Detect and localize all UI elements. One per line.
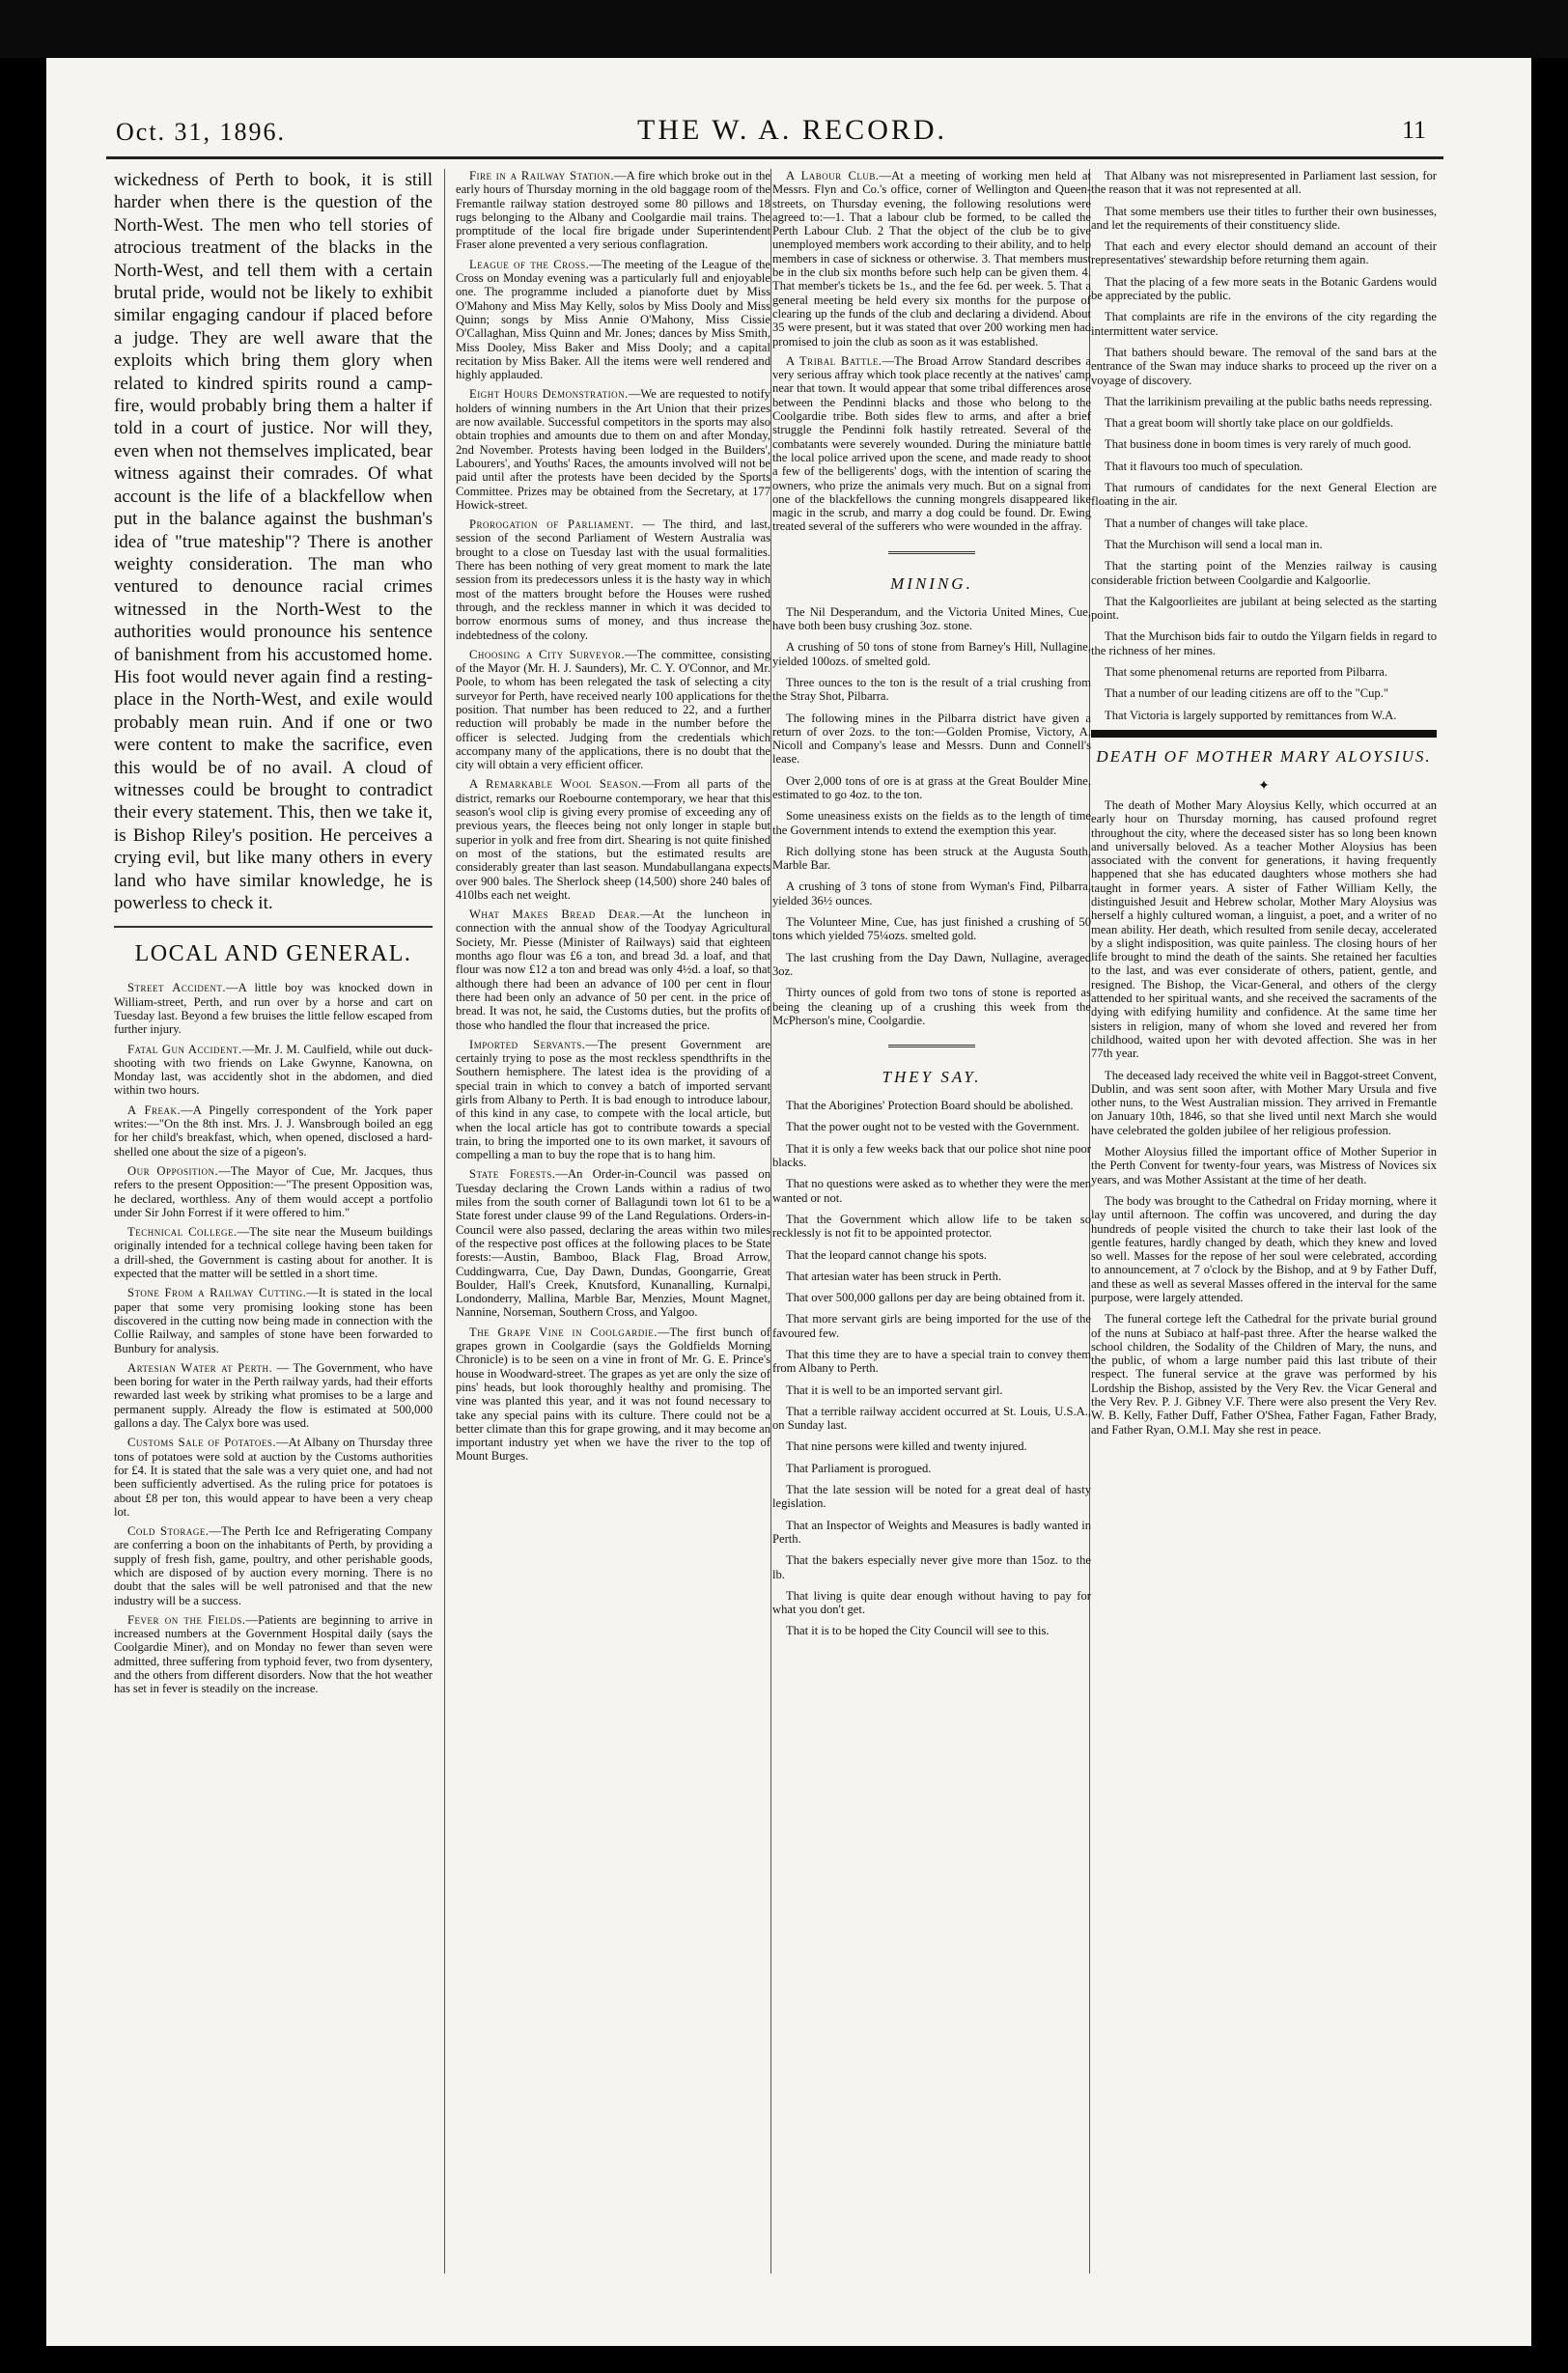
they-say-item: That the Government which allow life to be taken so recklessly is not fit to be appointed protector. xyxy=(772,1212,1091,1241)
they-say-item: That a great boom will shortly take place on our goldfields. xyxy=(1105,416,1394,431)
news-item-body: —An Order-in-Council was passed on Tuesday declaring the Crown Lands within a radius of two miles from the south corner of Ballagundi town lot 61 to be a State forest under clause 99 of the Land Regulations. Orders-in-Council were also passed, declaring the areas within two miles of the respective post offices at the following places to be State forests:—Austin, Bamboo, Black Flag, Broad Arrow, Cuddingwarra, Cue, Day Dawn, Dundas, Goongarrie, Great Boulder, Hall's Creek, Knutsford, Kunanalling, Kurnalpi, Londonderry, Mallina, Marble Bar, Menzies, Mount Magnet, Nannine, Norseman, Southern Cross, and Yalgoo. xyxy=(456,1167,770,1320)
news-item xyxy=(114,1043,433,1098)
they-say-item: That the placing of a few more seats in the Botanic Gardens would be appreciated by the public. xyxy=(1091,274,1437,303)
header-rule xyxy=(106,156,1443,159)
news-item-body: —Mr. J. M. Caulfield, while out duck-shooting with two friends on Lake Gwynne, Kanowna, on Monday last, was accidently shot in the abdomen, and died within two hours. xyxy=(114,1042,433,1098)
obituary-paragraph: The body was brought to the Cathedral on Friday morning, where it lay until afternoon. The coffin was uncovered, and during the day hundreds of people visited the church to take their last look of the gentle features, hardly changed by death, which they knew and loved so well. Masses for the repose of her soul were celebrated, according to announcement, at 7 o'clock by the Bishop, and at 9 by Father Duff, and these as well as several Masses offered in the interval for the same purpose, were largely attended. xyxy=(1091,1193,1437,1304)
they-say-item: That the Murchison bids fair to outdo the Yilgarn fields in regard to the richness of her mines. xyxy=(1091,629,1437,657)
they-say-item: That Parliament is prorogued. xyxy=(786,1461,932,1475)
they-say-item: That an Inspector of Weights and Measures is badly wanted in Perth. xyxy=(772,1518,1091,1546)
news-item xyxy=(456,1038,770,1162)
news-item-headline: League of the Cross. xyxy=(469,257,590,271)
mining-item: The Nil Desperandum, and the Victoria United Mines, Cue, have both been busy crushing 3oz. stone. xyxy=(772,604,1091,633)
section-ornament xyxy=(772,545,1091,561)
obituary-paragraph: The death of Mother Mary Aloysius Kelly, which occurred at an early hour on Thursday morning, has caused profound regret throughout the city, where the deceased sister has so long been known and universally beloved. As a teacher Mother Aloysius has been associated with the convent for generations, it having frequently happened that she has educated daughters whose mothers she had taught in former years. A sister of Father William Kelly, the distinguished Jesuit and Hebrew scholar, Mother Mary Aloysius was herself a highly cultured woman, a linguist, a poet, and a writer of no mean ability. Her death, which resulted from senile decay, accelerated by a slight indisposition, was quite painless. The closing hours of her life brought to mind the death of the saints. She retained her faculties to the last, and was ever considerate of others, patient, gentle, and resigned. The Bishop, the Vicar-General, and others of the clergy attended to her spiritual wants, and she received the sacraments of the dying with edifying humility and confidence. At the same time her sisters in religion, many of whom she loved and revered her from childhood, waited upon her with devoted affection. She was in her 77th year. xyxy=(1091,797,1437,1061)
news-item-headline: State Forests. xyxy=(469,1167,556,1182)
news-item xyxy=(456,1167,770,1319)
they-say-item: That the starting point of the Menzies railway is causing considerable friction between Coolgardie and Kalgoorlie. xyxy=(1091,559,1437,587)
news-item xyxy=(114,1225,433,1280)
news-item xyxy=(114,1286,433,1354)
they-say-item: That the power ought not to be vested with the Government. xyxy=(786,1120,1079,1134)
section-title-local-and-general: LOCAL AND GENERAL. xyxy=(114,926,433,967)
they-say-item: That some members use their titles to further their own businesses, and let the requirements of their constituency slide. xyxy=(1091,204,1437,232)
news-item-body: —The present Government are certainly trying to pose as the most reckless spendthrifts in the Southern hemisphere. The latest idea is the providing of a special train in which to convey a batch of imported servant girls from Albany to Perth. It is bad enough to introduce labour, of this kind in any case, to compete with the local article, but when the local article has got to contribute towards a special train, to bring the imported one to its own market, it savours of compelling a man to buy the rope that is to hang him. xyxy=(456,1037,770,1162)
local-news-list-continued xyxy=(772,169,1091,534)
they-say-item: That Albany was not misrepresented in Parliament last session, for the reason that it was not represented at all. xyxy=(1091,169,1437,197)
obituary-paragraph: The funeral cortege left the Cathedral for the private burial ground of the nuns at Subiaco at half-past three. After the hearse walked the school children, the Sodality of the Children of Mary, the nuns, and the public, of whom a large number paid this last tribute of their respect. The funeral service at the grave was performed by his Lordship the Bishop, assisted by the Very Rev. the Vicar General and the Very Rev. P. J. Gibney V.F. There were also present the Very Rev. W. B. Kelly, Father Duff, Father O'Shea, Father Fagan, Father Brady, and Father Ryan, O.M.I. May she rest in peace. xyxy=(1091,1312,1437,1437)
page-number: 11 xyxy=(1402,116,1427,144)
masthead-title: THE W. A. RECORD. xyxy=(637,114,948,146)
local-news-list xyxy=(114,981,433,1695)
news-item-headline: A Tribal Battle. xyxy=(786,353,882,368)
news-item xyxy=(772,354,1091,534)
news-item-body: —It is stated in the local paper that some very promising looking stone has been discovered in the cutting now being made in connection with the Collie Railway, and samples of stone have been forwarded to Bunbury for analysis. xyxy=(114,1286,433,1355)
news-item-body: —Patients are beginning to arrive in increased numbers at the Government Hospital daily (says the Coolgardie Miner), and on Monday no fewer than seven were admitted, three suffering from typhoid fever, two from dysentery, and the others from different disorders. Now that the hot weather has set in fever is steadily on the increase. xyxy=(114,1612,433,1696)
news-item xyxy=(456,258,770,382)
news-item xyxy=(772,169,1091,349)
they-say-item: That rumours of candidates for the next General Election are floating in the air. xyxy=(1091,481,1437,509)
they-say-item: That a number of our leading citizens are off to the "Cup." xyxy=(1105,686,1389,701)
mining-item: Some uneasiness exists on the fields as to the length of time the Government intends to extend the exemption this year. xyxy=(772,809,1091,837)
news-item-body: —At the luncheon in connection with the annual show of the Toodyay Agricultural Society, Mr. Piesse (Minister of Railways) said that eighteen months ago flour was £6 a ton, and bread 3d. a loaf, and that flour was now £12 a ton and bread was only 4½d. a loaf, so that although there had been an advance of 100 per cent in flour there had been only an advance of 50 per cent. in the price of bread. It was not, he said, the Customs duties, but the profits of those who handled the flour that increased the price. xyxy=(456,907,770,1032)
news-item xyxy=(114,1436,433,1519)
they-say-item: That bathers should beware. The removal of the sand bars at the entrance of the Swan may induce sharks to proceed up the river on a voyage of discovery. xyxy=(1091,345,1437,387)
news-item-headline: The Grape Vine in Coolgardie. xyxy=(469,1325,658,1339)
news-item xyxy=(456,648,770,772)
news-item-headline: Imported Servants. xyxy=(469,1037,586,1051)
column-rule xyxy=(444,169,445,2274)
obituary-body xyxy=(1091,798,1437,1437)
mining-item: Rich dollying stone has been struck at the Augusta South, Marble Bar. xyxy=(772,844,1091,873)
mining-item: A crushing of 50 tons of stone from Barney's Hill, Nullagine, yielded 100ozs. of smelted gold. xyxy=(772,640,1091,668)
news-item-headline: Eight Hours Demonstration. xyxy=(469,387,629,402)
news-item-body: —At Albany on Thursday three tons of potatoes were sold at auction by the Customs authorities for £4. It is stated that the sale was a very quiet one, and had not been sufficiently advertised. As the ruling price for potatoes is about £8 per ton, this would appear to have been a very cheap lot. xyxy=(114,1436,433,1519)
news-item-body: — The Government, who have been boring for water in the Perth railway yards, had their efforts rewarded last week by striking what promises to be a large and permanent supply. Already the flow is estimated at 500,000 gallons a day. The Calyx bore was used. xyxy=(114,1360,433,1431)
news-item-body: —The Mayor of Cue, Mr. Jacques, thus refers to the present Opposition:—"The present Opposition was, he declared, worthless. Any of them would accept a portfolio under Sir John Forrest if it were offered to him." xyxy=(114,1163,433,1219)
column-4 xyxy=(1091,169,1437,1444)
mining-item: Over 2,000 tons of ore is at grass at the Great Boulder Mine, estimated to go 4oz. to the ton. xyxy=(772,773,1091,801)
news-item-body: —At a meeting of working men held at Messrs. Flyn and Co.'s office, corner of Wellington and Queen-streets, on Thursday evening, the following resolutions were agreed to:—1. That a labour club be formed, to be called the Perth Labour Club. 2 That the object of the club be to give unemployed members work according to their ability, and to help members in case of sickness or otherwise. 3. That members must be in the club six months before such help can be given them. 4. That member's tickets be 1s., and the fee 6d. per week. 5. That a general meeting be held every six months for the purpose of clearing up the funds of the club and declaring a dividend. About 35 were present, but it was stated that over 200 working men had promised to join the club as soon as it was established. xyxy=(772,169,1091,349)
they-say-item: That the Kalgoorlieites are jubilant at being selected as the starting point. xyxy=(1091,594,1437,623)
scan-top-edge xyxy=(0,0,1568,58)
they-say-item: That it is well to be an imported servant girl. xyxy=(786,1382,1003,1397)
mining-item: The following mines in the Pilbarra district have given a return of over 2ozs. to the ton:—Golden Promise, Victory, A. Nicoll and Company's lease and Messrs. Dunn and Connell's lease. xyxy=(772,711,1091,767)
news-item-headline: Fatal Gun Accident. xyxy=(127,1042,242,1056)
section-title-they-say: THEY SAY. xyxy=(882,1068,982,1087)
news-item-body: —The Broad Arrow Standard describes a very serious affray which took place recently at the natives' camp near that town. It would appear that some tribal differences arose between the Pendinni blacks and those who belong to the Coolgardie tribe. Both sides flew to arms, and after a brief struggle the Pendinni folk hastily retreated. Several of the combatants were severely wounded. During the miniature battle the local police arrived upon the scene, and made ready to shoot a few of the belligerents' dogs, with the intention of scaring the owners, who prize the animals very much. But on a signal from one of the blackfellows the cunning mongrels disappeared like magic in the scrub, and marry a dog could be found. Dr. Ewing treated several of the sufferers who were wounded in the affray. xyxy=(772,353,1091,534)
obituary-title: DEATH OF MOTHER MARY ALOYSIUS. xyxy=(1096,746,1432,766)
column-3 xyxy=(772,169,1091,1646)
news-item-body: —A Pingelly correspondent of the York paper writes:—"On the 8th inst. Mrs. J. J. Wansbrough boiled an egg for her child's breakfast, which, when opened, disclosed a hard-shelled one about the size of a pigeon's. xyxy=(114,1103,433,1159)
news-item-body: —The first bunch of grapes grown in Coolgardie (says the Goldfields Morning Chronicle) is to be seen on a vine in front of Mr. G. E. Prince's house in Woodward-street. The grapes as yet are only the size of pins' heads, but look thoroughly healthy and promising. The vine was planted this year, and it was not found necessary to take any special pains with its culture. There could not be a better climate than this for grape growing, and it may become an important industry yet when we have the river to the top of Mount Burges. xyxy=(456,1325,770,1464)
news-item xyxy=(114,1103,433,1159)
they-say-item: That artesian water has been struck in Perth. xyxy=(786,1269,1002,1283)
news-item xyxy=(114,1361,433,1430)
they-say-item: That Victoria is largely supported by remittances from W.A. xyxy=(1105,708,1397,722)
they-say-item: That this time they are to have a special train to convey them from Albany to Perth. xyxy=(772,1348,1091,1376)
they-say-list xyxy=(772,1099,1091,1638)
news-item-headline: Choosing a City Surveyor. xyxy=(469,647,626,661)
editorial-continuation: wickedness of Perth to book, it is still harder when there is the question of the North-West. The men who tell stories of atrocious treatment of the blacks in the North-West, and tell them with a certain brutal pride, would not be likely to exhibit similar engaging candour if placed before a judge. They are well aware that the exploits which bring them glory when related to kindred spirits round a camp-fire, would probably bring them a halter if told in a court of justice. Nor will they, even when not themselves implicated, bear witness against their comrades. Of what account is the life of a blackfellow when put in the balance against the bushman's idea of "true mateship"? There is another weighty consideration. The man who ventured to denounce racial crimes witnessed in the North-West to the authorities would pronounce his sentence of banishment from his accustomed home. His foot would never again find a resting-place in the North-West, and exile would probably mean ruin. And if one or two were content to make the sacrifice, even this would be of no avail. A cloud of witnesses could be brought to contradict their every statement. This, then we take it, is Bishop Riley's position. He perceives a crying evil, but like many others in every land who have similar knowledge, he is powerless to check it. xyxy=(114,170,433,913)
news-item xyxy=(114,1613,433,1696)
news-item-body: —A fire which broke out in the early hours of Thursday morning in the old baggage room of the Fremantle railway station destroyed some 80 pillows and 18 rugs belonging to the Albany and Coolgardie mail trains. The promptitude of the local fire brigade under Superintendent Fraser alone prevented a very serious conflagration. xyxy=(456,169,770,252)
they-say-item: That it flavours too much of speculation. xyxy=(1105,459,1303,473)
they-say-item: That nine persons were killed and twenty injured. xyxy=(786,1439,1027,1454)
they-say-item: That the Aborigines' Protection Board should be abolished. xyxy=(786,1099,1074,1113)
column-2 xyxy=(456,169,770,1469)
section-title-mining: MINING. xyxy=(890,573,973,593)
news-item xyxy=(456,387,770,512)
news-item xyxy=(456,517,770,642)
they-say-item: That complaints are rife in the environs of the city regarding the intermittent water service. xyxy=(1091,310,1437,338)
issue-date: Oct. 31, 1896. xyxy=(116,118,287,146)
mining-item: A crushing of 3 tons of stone from Wyman's Find, Pilbarra, yielded 36½ ounces. xyxy=(772,879,1091,907)
they-say-item: That no questions were asked as to whether they were the men wanted or not. xyxy=(772,1177,1091,1205)
news-item-headline: Fever on the Fields. xyxy=(127,1612,246,1627)
they-say-item: That more servant girls are being imported for the use of the favoured few. xyxy=(772,1312,1091,1340)
news-item-headline: Technical College. xyxy=(127,1225,238,1240)
news-item xyxy=(114,1524,433,1607)
news-item-headline: Prorogation of Parliament. xyxy=(469,517,634,532)
section-divider xyxy=(1091,730,1437,738)
news-item-body: —The meeting of the League of the Cross on Monday evening was a particularly full and enjoyable one. The programme included a pianoforte duet by Miss O'Mahony and Miss May Kelly, solos by Miss Dooly and Miss Quinn; songs by Miss Annie O'Mahony, Miss Cissie O'Callaghan, Miss Quinn and Mr. Jones; dances by Miss Smith, Miss Dooley, Miss Baker and Miss Dooly; and a capital recitation by Miss Baker. All the items were well rendered and highly applauded. xyxy=(456,257,770,382)
they-say-item: That the leopard cannot change his spots. xyxy=(786,1247,988,1262)
news-item-headline: Customs Sale of Potatoes. xyxy=(127,1436,277,1450)
they-say-item: That the bakers especially never give more than 15oz. to the lb. xyxy=(772,1553,1091,1581)
column-rule xyxy=(770,169,771,2274)
they-say-item: That some phenomenal returns are reported from Pilbarra. xyxy=(1105,665,1388,680)
news-item-headline: Fire in a Railway Station. xyxy=(469,169,615,182)
news-item-headline: Stone From a Railway Cutting. xyxy=(127,1286,307,1300)
news-item-headline: Our Opposition. xyxy=(127,1163,219,1178)
news-item-headline: A Remarkable Wool Season. xyxy=(469,777,642,792)
news-item xyxy=(456,169,770,252)
news-item-headline: A Labour Club. xyxy=(786,169,880,182)
obituary-paragraph: The deceased lady received the white veil in Baggot-street Convent, Dublin, and was sent soon after, with Mother Mary Ursula and five other nuns, to the West Australian mission. They arrived in Fremantle on January 10th, 1846, so that she lived until next March she would have celebrated the golden jubilee of her religious profession. xyxy=(1091,1068,1437,1137)
news-item-body: —The Perth Ice and Refrigerating Company are conferring a boon on the inhabitants of Perth, by providing a supply of fresh fish, game, poultry, and other perishable goods, which are disposed of by auction every morning. There is no doubt that the sales will be well patronised and that the new industry will be a success. xyxy=(114,1524,433,1607)
news-item-headline: Street Accident. xyxy=(127,981,227,995)
obituary-paragraph: Mother Aloysius filled the important office of Mother Superior in the Perth Convent for twenty-four years, was Mistress of Novices six years, and was Mother Assistant at the time of her death. xyxy=(1091,1145,1437,1186)
news-item-headline: What Makes Bread Dear. xyxy=(469,907,640,922)
news-item xyxy=(456,777,770,902)
news-item-headline: A Freak. xyxy=(127,1103,182,1117)
section-ornament xyxy=(772,1039,1091,1054)
they-say-item: That it is only a few weeks back that our police shot nine poor blacks. xyxy=(772,1141,1091,1170)
they-say-item: That a number of changes will take place. xyxy=(1105,516,1308,530)
mining-item: The last crushing from the Day Dawn, Nullagine, averaged 3oz. xyxy=(772,950,1091,978)
news-item-body: —We are requested to notify holders of winning numbers in the Art Union that their prizes are now available. Successful competitors in the sports may also obtain trophies and amounts due to them on and after Monday, 2nd November. Protests having been lodged in the Builders', Labourers', and Youths' Races, the amounts involved will not be paid until after the protests have been decided by the Sports Committee. Prizes may be obtained from the Secretary, at 177 Howick-street. xyxy=(456,387,770,512)
mining-news-list xyxy=(772,605,1091,1027)
news-item-headline: Cold Storage. xyxy=(127,1524,210,1539)
news-item xyxy=(114,1164,433,1219)
news-item-body: —The site near the Museum buildings originally intended for a technical college having been taken for a drill-shed, the Government is casting about for another. It is expected that the matter will be settled in a short time. xyxy=(114,1225,433,1281)
they-say-item: That over 500,000 gallons per day are being obtained from it. xyxy=(786,1291,1085,1305)
they-say-item: That a terrible railway accident occurred at St. Louis, U.S.A., on Sunday last. xyxy=(772,1404,1091,1433)
they-say-item: That the larrikinism prevailing at the public baths needs repressing. xyxy=(1105,394,1433,408)
column-1 xyxy=(114,169,433,1702)
news-item-headline: Artesian Water at Perth. xyxy=(127,1360,273,1375)
news-item-body: —A little boy was knocked down in William-street, Perth, and run over by a horse and cart on Tuesday last. Beyond a few bruises the little fellow escaped from further injury. xyxy=(114,981,433,1037)
they-say-item: That the late session will be noted for a great deal of hasty legislation. xyxy=(772,1483,1091,1511)
they-say-item: That business done in boom times is very rarely of much good. xyxy=(1105,437,1412,452)
they-say-item: That each and every elector should demand an account of their representatives' stewardship before returning them again. xyxy=(1091,239,1437,267)
section-ornament: ✦ xyxy=(1258,778,1270,794)
they-say-list-continued xyxy=(1091,169,1437,722)
news-item-body: —From all parts of the district, remarks our Roebourne contemporary, we hear that this season's wool clip is giving every promise of exceeding any of previous years, the fleeces being not only longer in staple but superior in yolk and free from dirt. Shearing is not quite finished on most of the stations, but the estimated results are considerably greater than last season. Mundabullangana expects over 900 bales. The Sherlock sheep (14,500) shore 240 bales of 410lbs each net weight. xyxy=(456,777,770,902)
news-item xyxy=(456,1326,770,1464)
news-item xyxy=(114,981,433,1036)
mining-item: Three ounces to the ton is the result of a trial crushing from the Stray Shot, Pilbarra. xyxy=(772,675,1091,704)
news-item-body: — The third, and last, session of the second Parliament of Western Australia was brought to a close on Tuesday last with the usual formalities. There has been nothing of very great moment to mark the late session from its predecessors unless it is the hasty way in which most of the matters brought before the Houses were rushed through, and the reckless manner in which it was decided to borrow enormous sums of money, and thus increase the indebtedness of the colony. xyxy=(456,517,770,642)
news-item xyxy=(456,907,770,1032)
mining-item: The Volunteer Mine, Cue, has just finished a crushing of 50 tons which yielded 75¼ozs. smelted gold. xyxy=(772,915,1091,943)
they-say-item: That living is quite dear enough without having to pay for what you don't get. xyxy=(772,1588,1091,1617)
mining-item: Thirty ounces of gold from two tons of stone is reported as being the cleaning up of a crushing this week from the McPherson's mine, Coolgardie. xyxy=(772,986,1091,1027)
they-say-item: That it is to be hoped the City Council will see to this. xyxy=(786,1624,1050,1638)
news-item-body: —The committee, consisting of the Mayor (Mr. H. J. Saunders), Mr. C. Y. O'Connor, and Mr. Poole, to whom has been relegated the task of selecting a city surveyor for Perth, have received nearly 100 applications for the position. That number has been reduced to 22, and a further reduction will probably be made in the number before the officer is selected. Judging from the credentials which accompany many of the applications, there is no doubt that the city will obtain a very efficient officer. xyxy=(456,647,770,772)
they-say-item: That the Murchison will send a local man in. xyxy=(1105,537,1323,551)
local-news-list-continued xyxy=(456,169,770,1464)
